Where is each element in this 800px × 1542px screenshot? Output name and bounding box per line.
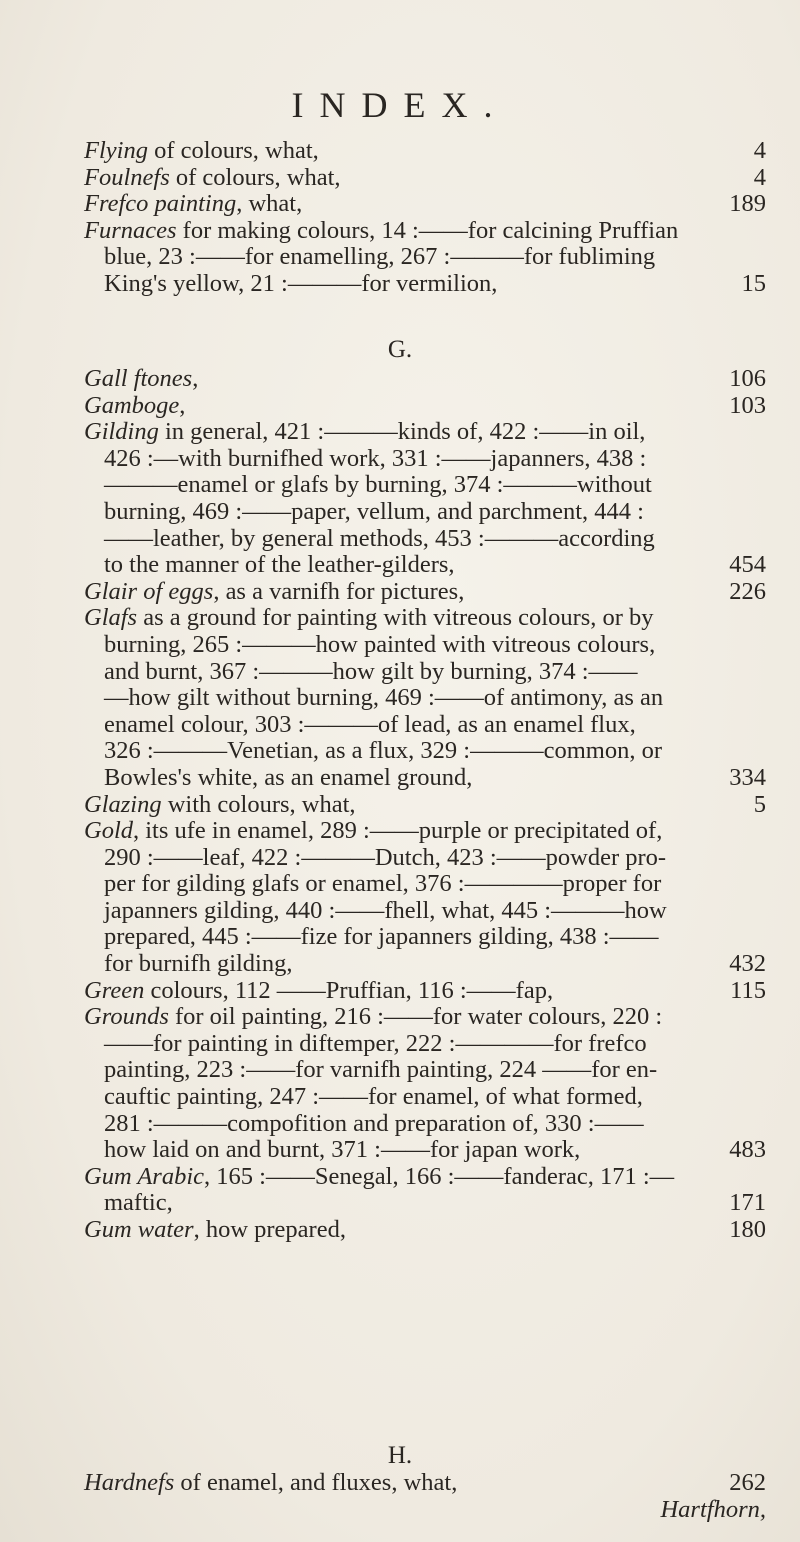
index-line xyxy=(84,951,766,978)
index-description: King's yellow, 21 :———for vermilion, xyxy=(104,269,498,297)
index-description: —how gilt without burning, 469 :——of antimony, as an xyxy=(104,684,664,712)
index-line-text xyxy=(104,271,497,298)
index-line-text xyxy=(104,1057,657,1084)
index-line xyxy=(84,446,766,473)
page-number: 171 xyxy=(729,1189,766,1217)
index-line xyxy=(84,393,766,420)
index-description: for making colours, 14 :——for calcining Pruffian xyxy=(176,216,679,244)
index-line xyxy=(84,1004,766,1031)
index-line xyxy=(84,1111,766,1138)
index-description: ——leather, by general methods, 453 :———according xyxy=(104,524,655,552)
index-line xyxy=(84,1470,766,1497)
index-line-text xyxy=(84,1217,346,1244)
index-description: burning, 469 :——paper, vellum, and parchment, 444 : xyxy=(104,497,644,525)
index-description: with colours, what, xyxy=(161,790,356,818)
index-line-text xyxy=(104,244,655,271)
index-line-text xyxy=(104,499,644,526)
index-line xyxy=(84,712,766,739)
entries-f xyxy=(84,138,766,298)
index-description: cauftic painting, 247 :——for enamel, of what formed, xyxy=(104,1083,643,1111)
index-line xyxy=(84,605,766,632)
index-line-text xyxy=(104,1031,647,1058)
entries-h xyxy=(84,1470,766,1497)
page-number: 103 xyxy=(729,391,766,419)
index-line-text xyxy=(84,1004,662,1031)
page-number: 4 xyxy=(753,163,766,191)
index-line xyxy=(84,472,766,499)
index-line-text xyxy=(104,552,455,579)
index-description: 290 :——leaf, 422 :———Dutch, 423 :——powder pro- xyxy=(104,843,667,871)
index-line xyxy=(84,978,766,1005)
index-description: burning, 265 :———how painted with vitreous colours, xyxy=(104,630,656,658)
index-line-text xyxy=(104,898,667,925)
index-description: 426 :—with burnifhed work, 331 :——japanners, 438 : xyxy=(104,444,647,472)
index-term: Gum Arabic xyxy=(84,1162,204,1190)
index-description: , what, xyxy=(236,190,303,218)
page-header: INDEX. xyxy=(291,85,509,125)
page-number: 4 xyxy=(753,137,766,164)
page-number: 454 xyxy=(729,551,766,579)
index-line-text xyxy=(84,792,356,819)
index-line-text xyxy=(84,191,302,218)
index-line xyxy=(84,898,766,925)
page-number: 180 xyxy=(729,1216,766,1243)
index-description: in general, 421 :———kinds of, 422 :——in oil, xyxy=(158,418,646,446)
index-term: Gall ftones xyxy=(84,365,193,392)
index-description: colours, 112 ——Pruffian, 116 :——fap, xyxy=(144,976,554,1004)
index-description: , how prepared, xyxy=(193,1216,346,1243)
index-line xyxy=(84,1190,766,1217)
index-line-text xyxy=(104,446,646,473)
index-line xyxy=(84,818,766,845)
page-number: 432 xyxy=(729,950,766,978)
index-description: as a ground for painting with vitreous colours, or by xyxy=(137,604,654,632)
index-line-text xyxy=(104,845,666,872)
index-line xyxy=(84,366,766,393)
index-description: to the manner of the leather-gilders, xyxy=(104,551,455,579)
index-line xyxy=(84,845,766,872)
index-line xyxy=(84,1217,766,1244)
index-description: 326 :———Venetian, as a flux, 329 :———common, or xyxy=(104,737,662,765)
index-description: prepared, 445 :——fize for japanners gilding, 438 :—— xyxy=(104,923,659,951)
index-description: for oil painting, 216 :——for water colours, 220 : xyxy=(168,1003,663,1031)
page-number: 189 xyxy=(729,190,766,218)
index-term: Glazing xyxy=(84,790,162,818)
index-term: Gamboge xyxy=(84,391,180,419)
index-line-text xyxy=(104,1084,643,1111)
index-term: Gum water xyxy=(84,1216,194,1243)
index-line-text xyxy=(104,526,655,553)
index-line xyxy=(84,419,766,446)
index-line xyxy=(84,244,766,271)
index-line xyxy=(84,1031,766,1058)
section-letter-h: H. xyxy=(387,1442,413,1469)
index-line xyxy=(84,871,766,898)
index-line-text xyxy=(104,659,638,686)
index-line xyxy=(84,218,766,245)
index-line xyxy=(84,1137,766,1164)
index-term: Glafs xyxy=(84,604,138,632)
index-term: Gold xyxy=(84,817,133,845)
index-line xyxy=(84,1164,766,1191)
index-line-text xyxy=(104,924,659,951)
index-term: Foulnefs xyxy=(84,163,170,191)
index-description: blue, 23 :——for enamelling, 267 :———for fubliming xyxy=(104,243,656,271)
index-line-text xyxy=(84,218,678,245)
index-line-text xyxy=(84,818,662,845)
index-line xyxy=(84,526,766,553)
index-description: , as a varnifh for pictures, xyxy=(213,577,465,605)
index-description: ———enamel or glafs by burning, 374 :———without xyxy=(104,471,652,499)
index-description: , 165 :——Senegal, 166 :——fanderac, 171 :— xyxy=(204,1162,675,1190)
section-letter-g: G. xyxy=(387,336,413,363)
index-line-text xyxy=(104,472,652,499)
index-term: Frefco painting xyxy=(84,190,237,218)
index-line-text xyxy=(84,419,645,446)
index-description: per for gilding glafs or enamel, 376 :————proper for xyxy=(104,870,662,898)
index-description: japanners gilding, 440 :——fhell, what, 445 :———how xyxy=(104,896,667,924)
index-description: , its ufe in enamel, 289 :——purple or precipitated of, xyxy=(133,817,663,845)
index-line-text xyxy=(84,138,319,165)
entries-g xyxy=(84,366,766,1244)
index-description: Bowles's white, as an enamel ground, xyxy=(104,763,473,791)
page-number: 115 xyxy=(730,976,766,1004)
index-line-text xyxy=(84,605,654,632)
index-line xyxy=(84,792,766,819)
index-line-text xyxy=(104,685,663,712)
page-number: 334 xyxy=(729,763,766,791)
index-term: Green xyxy=(84,976,145,1004)
index-line-text xyxy=(84,978,553,1005)
index-description: , xyxy=(192,365,199,392)
index-line-text xyxy=(104,1190,173,1217)
index-line-text xyxy=(84,366,198,393)
index-description: enamel colour, 303 :———of lead, as an enamel flux, xyxy=(104,710,636,738)
index-description: ——for painting in diftemper, 222 :————for frefco xyxy=(104,1029,647,1057)
index-term: Flying xyxy=(84,137,148,164)
page-number: 15 xyxy=(741,269,766,297)
index-line-text xyxy=(104,1111,644,1138)
index-description: maftic, xyxy=(104,1189,173,1217)
index-line xyxy=(84,165,766,192)
catchword: Hartfhorn, xyxy=(660,1496,766,1523)
index-description: of enamel, and fluxes, what, xyxy=(174,1469,458,1496)
index-term: Gilding xyxy=(84,418,159,446)
index-description: of colours, what, xyxy=(147,137,319,164)
index-description: how laid on and burnt, 371 :——for japan work, xyxy=(104,1136,581,1164)
index-line-text xyxy=(104,1137,580,1164)
index-line xyxy=(84,499,766,526)
index-term: Furnaces xyxy=(84,216,177,244)
index-description: painting, 223 :——for varnifh painting, 224 ——for en- xyxy=(104,1056,658,1084)
index-description: , xyxy=(179,391,186,419)
index-term: Hardnefs xyxy=(84,1469,175,1496)
index-line xyxy=(84,271,766,298)
index-term: Grounds xyxy=(84,1003,169,1031)
index-line xyxy=(84,765,766,792)
index-line-text xyxy=(104,738,662,765)
index-line-text xyxy=(84,1164,674,1191)
index-line xyxy=(84,685,766,712)
index-line xyxy=(84,138,766,165)
page-number: 5 xyxy=(753,790,766,818)
index-line xyxy=(84,659,766,686)
index-line xyxy=(84,552,766,579)
index-line-text xyxy=(104,871,661,898)
index-line-text xyxy=(104,951,293,978)
index-line-text xyxy=(104,712,636,739)
page-number: 262 xyxy=(729,1469,766,1496)
page-number: 226 xyxy=(729,577,766,605)
index-line-text xyxy=(84,165,341,192)
index-description: 281 :———compofition and preparation of, 330 :—— xyxy=(104,1109,644,1137)
index-description: of colours, what, xyxy=(169,163,341,191)
index-term: Glair of eggs xyxy=(84,577,214,605)
index-line xyxy=(84,579,766,606)
index-line-text xyxy=(104,765,472,792)
index-line xyxy=(84,632,766,659)
index-line xyxy=(84,738,766,765)
index-line-text xyxy=(84,393,185,420)
index-description: for burnifh gilding, xyxy=(104,950,293,978)
index-line-text xyxy=(84,1470,457,1497)
index-line xyxy=(84,924,766,951)
index-line xyxy=(84,1057,766,1084)
page-number: 106 xyxy=(729,365,766,392)
index-line-text xyxy=(84,579,464,606)
page-number: 483 xyxy=(729,1136,766,1164)
index-line-text xyxy=(104,632,655,659)
index-description: and burnt, 367 :———how gilt by burning, 374 :—— xyxy=(104,657,638,685)
index-line xyxy=(84,191,766,218)
index-line xyxy=(84,1084,766,1111)
